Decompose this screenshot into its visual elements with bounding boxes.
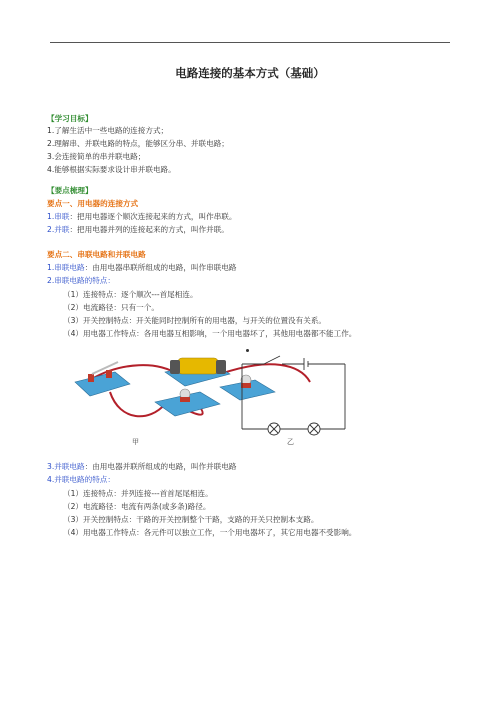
circuit-figures [70,352,400,447]
series-feature: （1）连接特点：逐个顺次---首尾相连。 [63,290,198,299]
point1-item-parallel: 2.并联：把用电器并列的连接起来的方式，叫作并联。 [47,225,229,234]
goal-item: 2.理解串、并联电路的特点，能够区分串、并联电路； [47,139,229,148]
figure-label-left: 甲 [132,438,139,446]
parallel-features-title: 4.并联电路的特点： [47,475,115,484]
goals-header: 【学习目标】 [47,114,93,123]
goal-item: 1.了解生活中一些电路的连接方式； [47,126,169,135]
points-header: 【要点梳理】 [47,186,93,195]
parallel-feature: （3）开关控制特点：干路的开关控制整个干路，支路的开关只控制本支路。 [63,515,319,524]
series-feature: （3）开关控制特点：开关能同时控制所有的用电器，与开关的位置没有关系。 [63,316,327,325]
parallel-feature: （2）电流路径：电流有两条(或多条)路径。 [63,502,211,511]
point1-title: 要点一、用电器的连接方式 [47,199,139,208]
goal-item: 4.能够根据实际要求设计串并联电路。 [47,165,176,174]
series-feature: （4）用电器工作特点：各用电器互相影响，一个用电器坏了，其他用电器都不能工作。 [63,329,357,338]
page-title: 电路连接的基本方式（基础） [175,66,325,80]
parallel-feature: （4）用电器工作特点：各元件可以独立工作，一个用电器坏了，其它用电器不受影响。 [63,528,357,537]
goal-item: 3.会连接简单的串并联电路； [47,152,146,161]
series-features-title: 2.串联电路的特点： [47,276,115,285]
figure-label-right: 乙 [287,438,294,446]
header-rule [50,42,450,43]
series-definition: 1.串联电路：由用电器串联所组成的电路，叫作串联电路 [47,263,237,272]
parallel-definition: 3.并联电路：由用电器并联所组成的电路，叫作并联电路 [47,462,237,471]
point1-item-series: 1.串联：把用电器逐个顺次连接起来的方式，叫作串联。 [47,212,237,221]
physical-circuit-illustration [75,358,310,416]
series-feature: （2）电流路径：只有一个。 [63,303,159,312]
point2-title: 要点二、串联电路和并联电路 [47,250,146,259]
parallel-feature: （1）连接特点：并列连接---首首尾尾相连。 [63,489,213,498]
